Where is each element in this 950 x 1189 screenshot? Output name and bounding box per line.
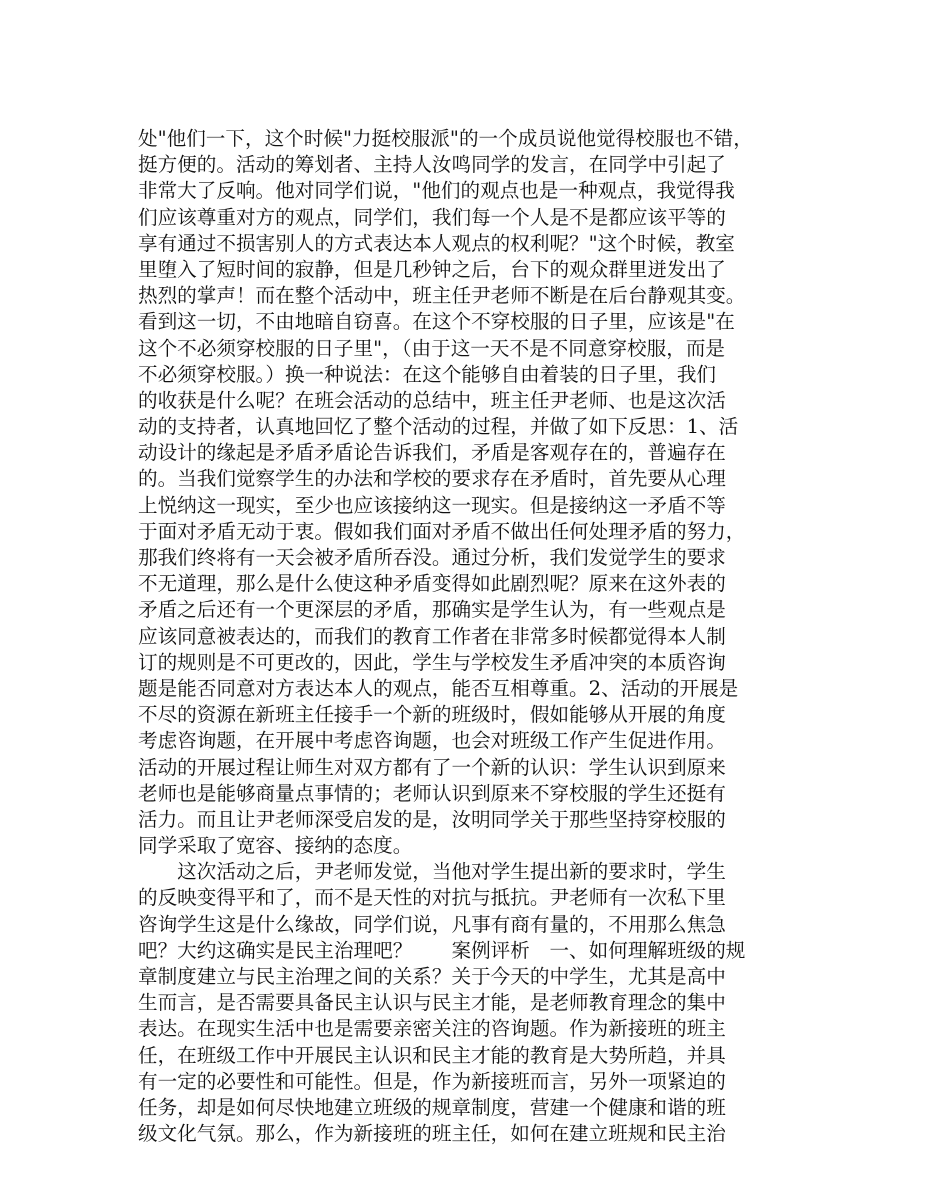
text-line: 那我们终将有一天会被矛盾所吞没。通过分析，我们发觉学生的要求 — [138, 546, 726, 569]
text-line: 的收获是什么呢？在班会活动的总结中，班主任尹老师、也是这次活 — [138, 388, 726, 412]
text-line: 级文化气氛。那么，作为新接班的班主任，如何在建立班规和民主治 — [138, 1122, 726, 1146]
text-line: 订的规则是不可更改的，因此，学生与学校发生矛盾冲突的本质咨询 — [138, 650, 726, 674]
text-line: 活力。而且让尹老师深受启发的是，汝明同学关于那些坚持穿校服的 — [138, 807, 726, 831]
text-line: 非常大了反响。他对同学们说，"他们的观点也是一种观点，我觉得我 — [138, 179, 735, 203]
text-line: 同学采取了宽容、接纳的态度。 — [138, 834, 413, 858]
text-line: 吧？大约这确实是民主治理吧？ 案例评析 一、如何理解班级的规 — [138, 938, 746, 962]
text-line: 活动的开展过程让师生对双方都有了一个新的认识：学生认识到原来 — [138, 755, 726, 779]
text-line: 看到这一切，不由地暗自窃喜。在这个不穿校服的日子里，应该是"在 — [138, 310, 735, 334]
text-line: 题是能否同意对方表达本人的观点，能否互相尊重。2、活动的开展是 — [138, 676, 739, 700]
text-line: 们应该尊重对方的观点，同学们，我们每一个人是不是都应该平等的 — [138, 205, 726, 229]
text-line: 咨询学生这是什么缘故，同学们说，凡事有商有量的，不用那么焦急 — [138, 912, 726, 936]
body-text — [138, 126, 828, 1147]
text-line: 里堕入了短时间的寂静，但是几秒钟之后，台下的观众群里迸发出了 — [138, 257, 726, 281]
text-line: 不尽的资源在新班主任接手一个新的班级时，假如能够从开展的角度 — [138, 703, 726, 727]
text-line: 不无道理，那么是什么使这种矛盾变得如此剧烈呢？原来在这外表的 — [138, 572, 726, 596]
text-line: 于面对矛盾无动于衷。假如我们面对矛盾不做出任何处理矛盾的努力， — [138, 519, 746, 543]
text-line: 考虑咨询题，在开展中考虑咨询题，也会对班级工作产生促进作用。 — [138, 729, 726, 753]
text-line: 任，在班级工作中开展民主认识和民主才能的教育是大势所趋，并具 — [138, 1043, 726, 1067]
text-line: 矛盾之后还有一个更深层的矛盾，那确实是学生认为，有一些观点是 — [138, 598, 726, 622]
text-line: 的。当我们觉察学生的办法和学校的要求存在矛盾时，首先要从心理 — [138, 467, 726, 491]
text-line: 不必须穿校服。）换一种说法：在这个能够自由着装的日子里，我们 — [138, 362, 717, 386]
text-line: 这个不必须穿校服的日子里"，（由于这一天不是不同意穿校服，而是 — [138, 336, 726, 360]
text-line: 章制度建立与民主治理之间的关系？关于今天的中学生，尤其是高中 — [138, 965, 726, 988]
text-line: 应该同意被表达的，而我们的教育工作者在非常多时候都觉得本人制 — [138, 624, 726, 648]
text-line: 动设计的缘起是矛盾矛盾论告诉我们，矛盾是客观存在的，普遍存在 — [138, 441, 726, 465]
text-line: 老师也是能够商量点事情的；老师认识到原来不穿校服的学生还挺有 — [138, 781, 726, 805]
text-line: 任务，却是如何尽快地建立班级的规章制度，营建一个健康和谐的班 — [138, 1095, 726, 1119]
text-line: 生而言，是否需要具备民主认识与民主才能，是老师教育理念的集中 — [138, 991, 726, 1015]
text-line: 处"他们一下，这个时候"力挺校服派"的一个成员说他觉得校服也不错， — [138, 127, 753, 150]
text-line: 这次活动之后，尹老师发觉，当他对学生提出新的要求时，学生 — [138, 860, 726, 884]
text-line: 热烈的掌声！而在整个活动中，班主任尹老师不断是在后台静观其变。 — [138, 284, 746, 308]
text-line: 的反映变得平和了，而不是天性的对抗与抵抗。尹老师有一次私下里 — [138, 886, 726, 910]
text-line: 表达。在现实生活中也是需要亲密关注的咨询题。作为新接班的班主 — [138, 1017, 726, 1041]
text-line: 上悦纳这一现实，至少也应该接纳这一现实。但是接纳这一矛盾不等 — [138, 493, 726, 517]
text-line: 享有通过不损害别人的方式表达本人观点的权利呢？"这个时候，教室 — [138, 231, 735, 255]
text-line: 动的支持者，认真地回忆了整个活动的过程，并做了如下反思：1、活 — [138, 415, 739, 439]
text-line: 有一定的必要性和可能性。但是，作为新接班而言，另外一项紧迫的 — [138, 1069, 726, 1093]
text-line: 挺方便的。活动的筹划者、主持人汝鸣同学的发言，在同学中引起了 — [138, 153, 726, 177]
